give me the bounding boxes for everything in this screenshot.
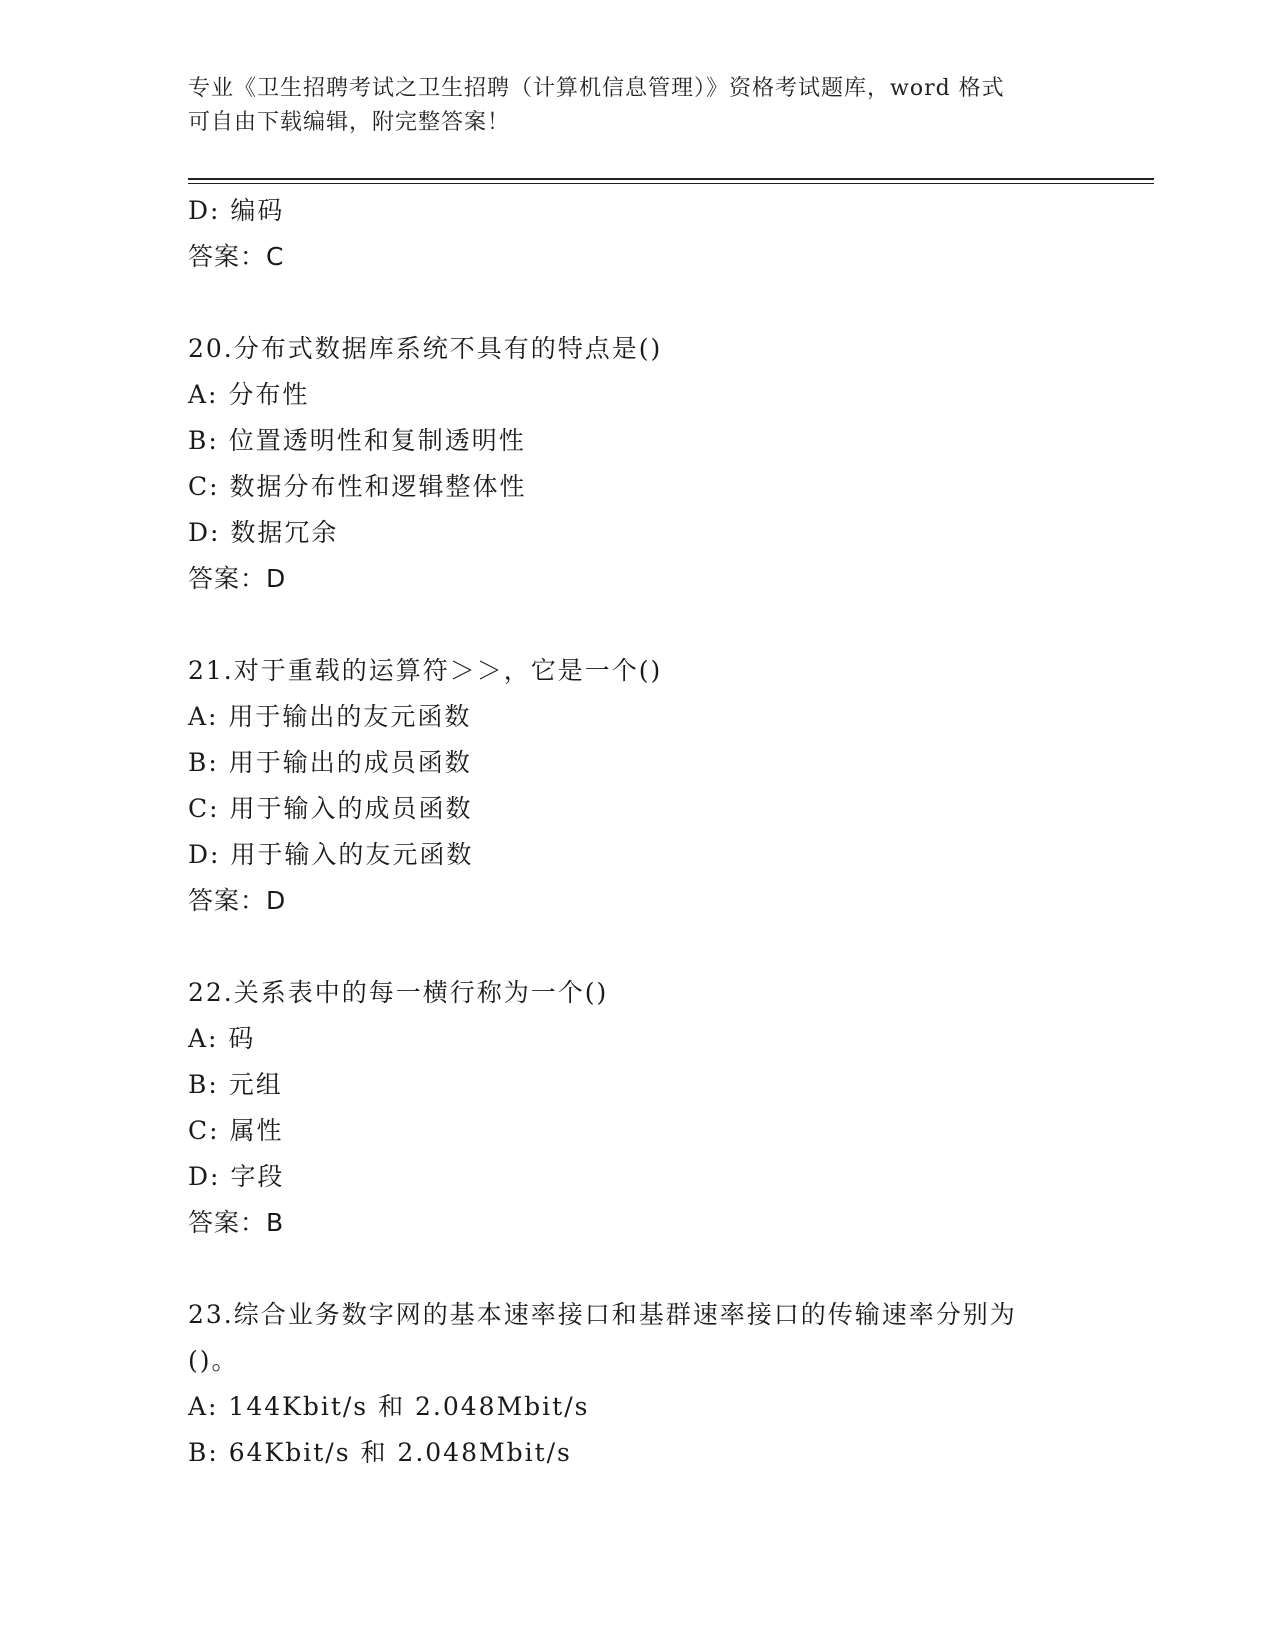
- spacer: [188, 280, 1138, 326]
- header-divider-thin: [188, 183, 1154, 184]
- spacer: [188, 1246, 1138, 1292]
- question-block-20: [188, 326, 1138, 602]
- option-a: A: 码: [188, 1024, 256, 1053]
- spacer: [188, 924, 1138, 970]
- question-title: 20.分布式数据库系统不具有的特点是(): [188, 334, 663, 363]
- option-b: B: 用于输出的成员函数: [188, 748, 472, 777]
- question-title-line-1: 23.综合业务数字网的基本速率接口和基群速率接口的传输速率分别为: [188, 1300, 1017, 1329]
- option-d: D: 编码: [188, 196, 285, 225]
- header-divider-thick: [188, 178, 1154, 180]
- option-b: B: 位置透明性和复制透明性: [188, 426, 526, 455]
- question-title-line-2: ()。: [188, 1346, 239, 1375]
- option-a: A: 分布性: [188, 380, 310, 409]
- document-header: [188, 72, 1088, 140]
- answer-line: 答案：D: [188, 886, 287, 915]
- option-d: D: 用于输入的友元函数: [188, 840, 474, 869]
- question-block-23: [188, 1292, 1138, 1476]
- option-d: D: 数据冗余: [188, 518, 339, 547]
- answer-line: 答案：C: [188, 242, 285, 271]
- header-line-2: 可自由下载编辑，附完整答案！: [188, 110, 511, 135]
- header-line-1: 专业《卫生招聘考试之卫生招聘（计算机信息管理）》资格考试题库，word 格式: [188, 76, 1005, 101]
- answer-line: 答案：B: [188, 1208, 285, 1237]
- option-b: B: 64Kbit/s 和 2.048Mbit/s: [188, 1438, 572, 1467]
- question-title: 22.关系表中的每一横行称为一个(): [188, 978, 609, 1007]
- option-c: C: 用于输入的成员函数: [188, 794, 473, 823]
- option-a: A: 144Kbit/s 和 2.048Mbit/s: [188, 1392, 590, 1421]
- option-d: D: 字段: [188, 1162, 285, 1191]
- option-a: A: 用于输出的友元函数: [188, 702, 472, 731]
- question-block-22: [188, 970, 1138, 1246]
- question-list: [188, 188, 1138, 1476]
- spacer: [188, 602, 1138, 648]
- option-b: B: 元组: [188, 1070, 283, 1099]
- option-c: C: 数据分布性和逻辑整体性: [188, 472, 527, 501]
- question-block-21: [188, 648, 1138, 924]
- option-c: C: 属性: [188, 1116, 284, 1145]
- answer-line: 答案：D: [188, 564, 287, 593]
- question-title: 21.对于重载的运算符＞＞，它是一个(): [188, 656, 663, 685]
